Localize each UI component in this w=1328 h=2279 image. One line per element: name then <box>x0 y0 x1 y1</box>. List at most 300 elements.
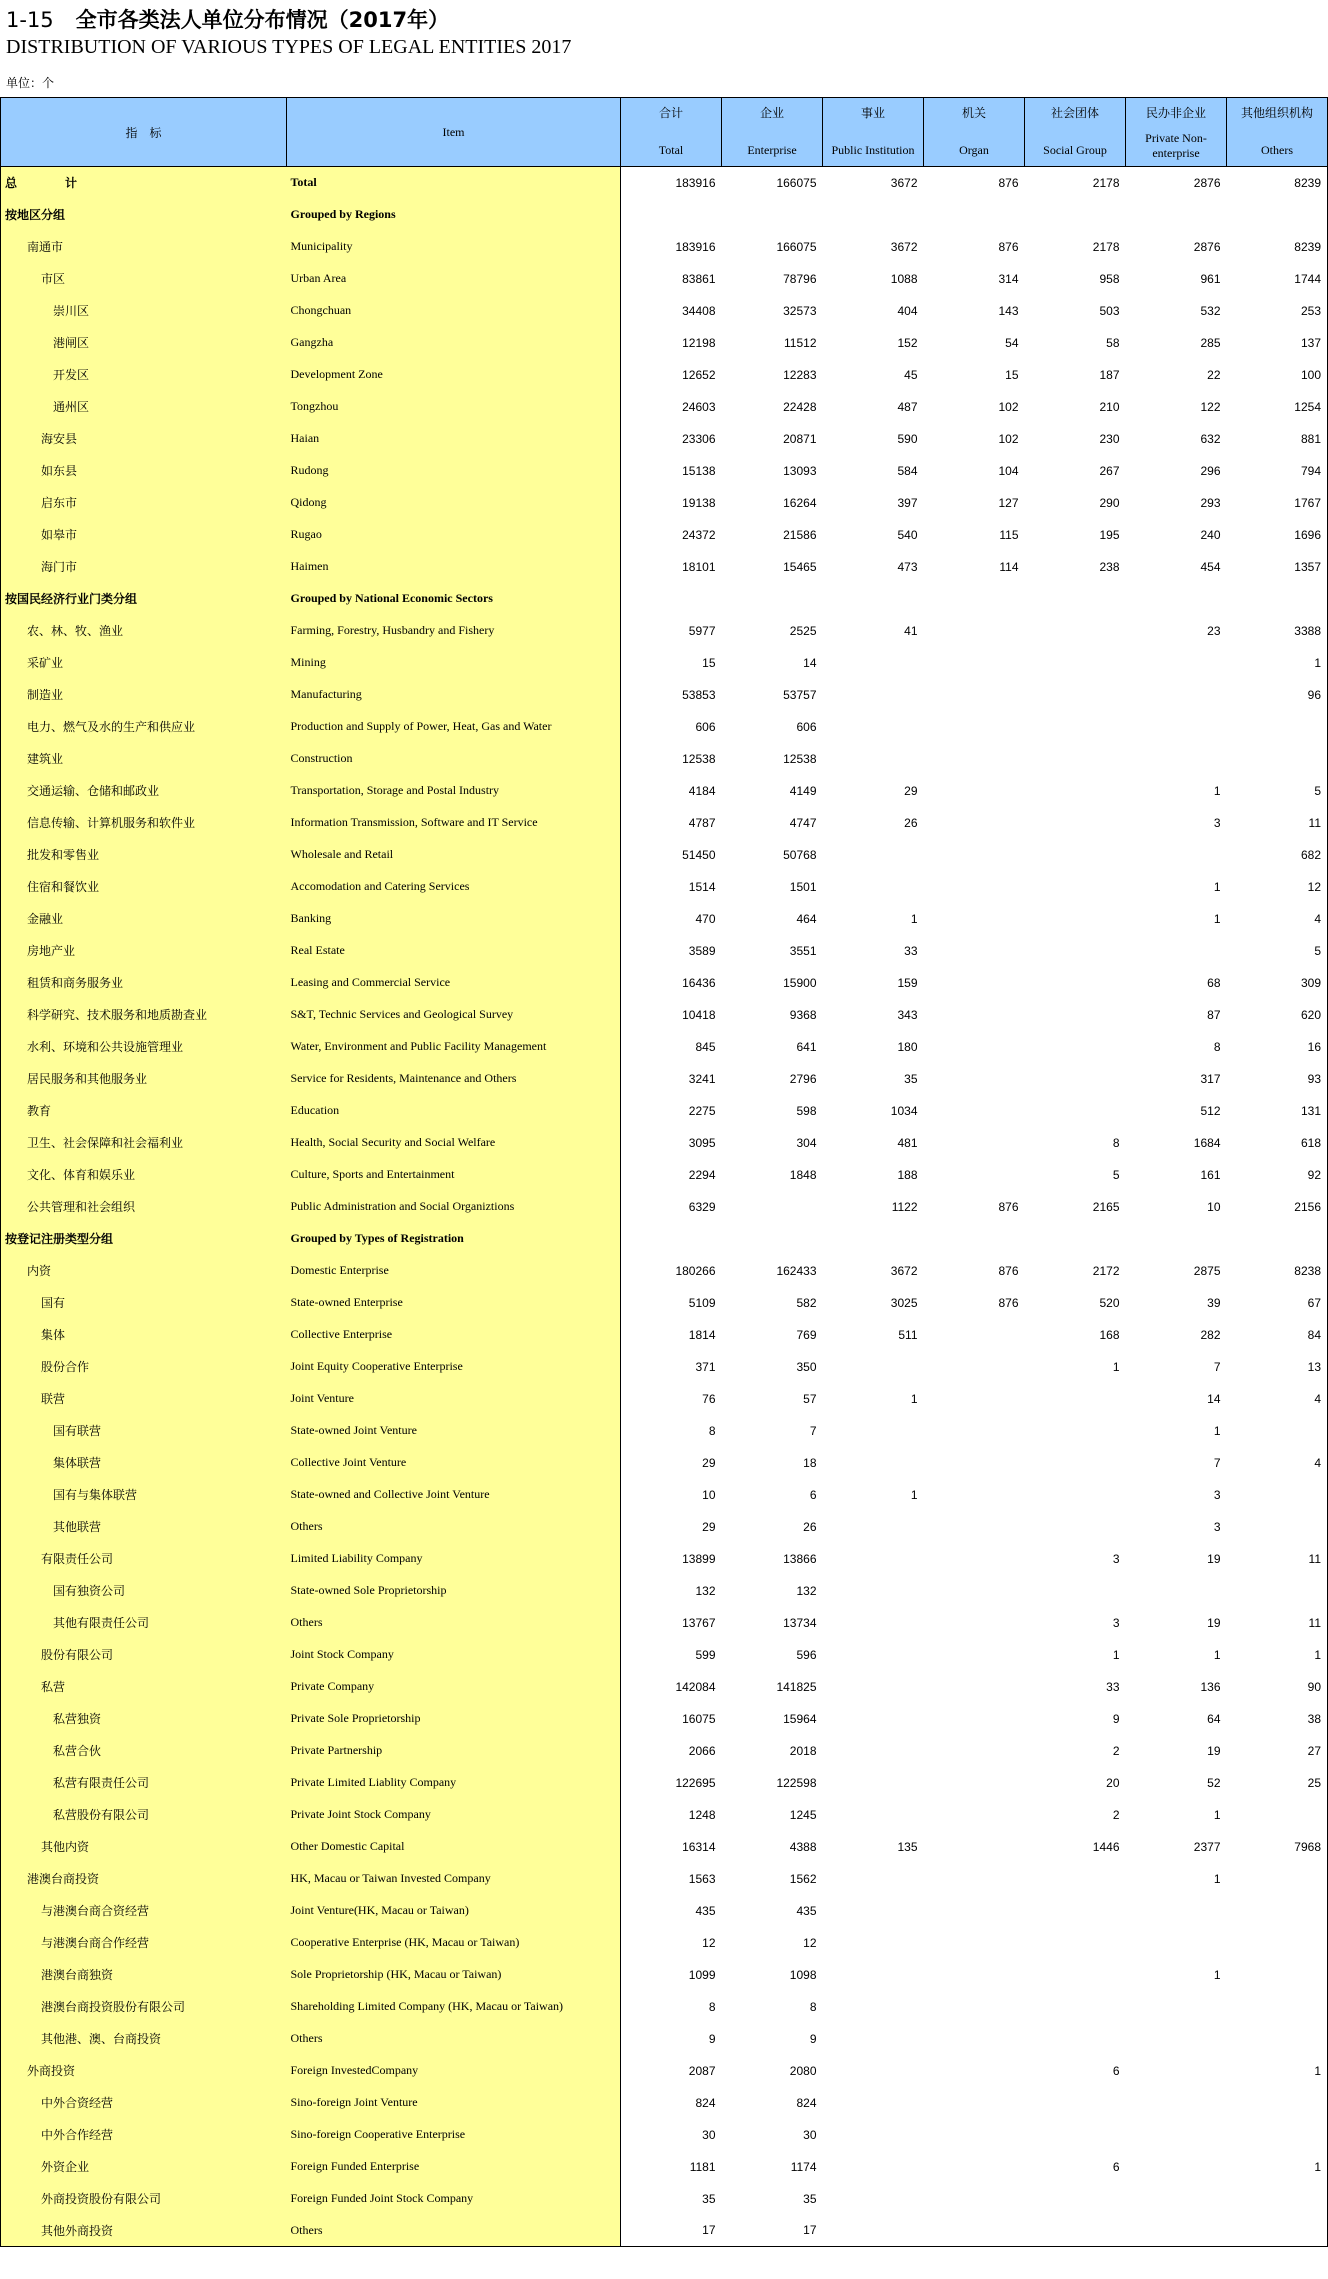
header-en: Public Institution <box>831 143 915 157</box>
row-value: 142084 <box>675 1679 716 1694</box>
table-subtitle: DISTRIBUTION OF VARIOUS TYPES OF LEGAL ENTITIES 2017 <box>6 36 572 58</box>
row-value: 641 <box>796 1039 817 1054</box>
row-value: 76 <box>702 1391 716 1406</box>
table-row <box>1 359 1328 391</box>
row-value: 30 <box>803 2127 817 2142</box>
row-value: 296 <box>1200 463 1221 478</box>
row-value <box>1126 1575 1227 1607</box>
row-value: 1514 <box>688 879 716 894</box>
row-value: 8 <box>1213 1039 1221 1054</box>
table-row <box>1 1991 1328 2023</box>
row-indicator: 如皋市 <box>1 519 287 551</box>
row-value: 161 <box>1200 1167 1221 1182</box>
table-number: 1-15 <box>6 8 54 32</box>
row-value: 29 <box>904 783 918 798</box>
row-value: 12538 <box>783 751 817 766</box>
row-value: 599 <box>695 1647 716 1662</box>
row-value <box>924 1575 1025 1607</box>
table-row <box>1 1831 1328 1863</box>
table-row <box>1 1479 1328 1511</box>
legal-entities-table <box>0 97 1328 2247</box>
row-value: 1 <box>1213 1871 1221 1886</box>
row-value <box>823 647 924 679</box>
row-value <box>1227 1863 1328 1895</box>
row-value: 824 <box>695 2095 716 2110</box>
header-en: Organ <box>959 143 989 157</box>
row-indicator: 其他内资 <box>1 1831 287 1863</box>
row-value: 1 <box>1213 1647 1221 1662</box>
row-value <box>1126 743 1227 775</box>
row-value: 2796 <box>789 1071 817 1086</box>
row-value <box>924 2151 1025 2183</box>
row-value: 18101 <box>682 559 716 574</box>
row-value: 1 <box>910 1487 918 1502</box>
row-value: 2066 <box>688 1743 716 1758</box>
row-value: 1098 <box>789 1967 817 1982</box>
row-value: 3 <box>1213 1519 1221 1534</box>
row-value: 90 <box>1227 1671 1328 1703</box>
row-value: 1562 <box>789 1871 817 1886</box>
row-value: 8239 <box>1227 167 1328 199</box>
row-value: 2275 <box>688 1103 716 1118</box>
row-item: Gangzha <box>287 327 621 359</box>
row-value <box>1227 1479 1328 1511</box>
row-value: 33 <box>904 943 918 958</box>
row-value: 8 <box>708 1999 716 2014</box>
row-value: 1088 <box>890 271 918 286</box>
row-value: 769 <box>796 1327 817 1342</box>
row-value: 487 <box>897 399 918 414</box>
row-value: 4747 <box>789 815 817 830</box>
row-value <box>924 647 1025 679</box>
row-indicator: 港闸区 <box>1 327 287 359</box>
table-title-text: 全市各类法人单位分布情况（2017年） <box>75 8 450 32</box>
row-value <box>924 839 1025 871</box>
row-value <box>924 1319 1025 1351</box>
row-value <box>823 1799 924 1831</box>
row-value: 267 <box>1099 463 1120 478</box>
row-value: 876 <box>998 175 1019 190</box>
table-title <box>6 4 449 34</box>
row-value <box>924 1447 1025 1479</box>
row-value: 8239 <box>1227 231 1328 263</box>
row-value <box>823 1863 924 1895</box>
row-indicator: 国有与集体联营 <box>1 1479 287 1511</box>
row-item: State-owned Joint Venture <box>287 1415 621 1447</box>
row-value <box>924 1735 1025 1767</box>
table-row <box>1 487 1328 519</box>
row-value: 1 <box>1112 1647 1120 1662</box>
row-value: 12 <box>702 1935 716 1950</box>
row-item: Joint Equity Cooperative Enterprise <box>287 1351 621 1383</box>
row-value <box>1025 775 1126 807</box>
table-row <box>1 1639 1328 1671</box>
row-indicator: 建筑业 <box>1 743 287 775</box>
row-value: 397 <box>897 495 918 510</box>
row-value: 824 <box>796 2095 817 2110</box>
row-value: 1 <box>910 1391 918 1406</box>
row-value: 64 <box>1207 1711 1221 1726</box>
row-value <box>1227 2215 1328 2247</box>
row-item: Others <box>287 2023 621 2055</box>
row-indicator: 住宿和餐饮业 <box>1 871 287 903</box>
row-value <box>924 999 1025 1031</box>
row-value: 12538 <box>682 751 716 766</box>
row-value: 188 <box>897 1167 918 1182</box>
row-value: 503 <box>1099 303 1120 318</box>
row-value: 29 <box>702 1455 716 1470</box>
row-item: Qidong <box>287 487 621 519</box>
row-value: 5 <box>1112 1167 1120 1182</box>
row-value <box>924 1063 1025 1095</box>
row-value <box>1126 2119 1227 2151</box>
header-col-enterprise <box>722 98 823 167</box>
row-value: 511 <box>898 1327 918 1342</box>
row-value: 1501 <box>789 879 817 894</box>
row-value: 5 <box>1227 935 1328 967</box>
row-value: 100 <box>1227 359 1328 391</box>
row-item: Domestic Enterprise <box>287 1255 621 1287</box>
row-value <box>1227 1415 1328 1447</box>
row-item: Total <box>287 167 621 199</box>
row-indicator: 中外合作经营 <box>1 2119 287 2151</box>
row-value: 1 <box>1213 1967 1221 1982</box>
row-value: 230 <box>1099 431 1120 446</box>
row-item: Others <box>287 1607 621 1639</box>
header-cn: 机关 <box>961 106 986 120</box>
row-value: 1 <box>1227 2055 1328 2087</box>
row-value: 12 <box>803 1935 817 1950</box>
row-value: 24372 <box>682 527 716 542</box>
header-cn: 事业 <box>860 106 885 120</box>
row-value: 35 <box>803 2191 817 2206</box>
row-value: 26 <box>803 1519 817 1534</box>
row-value: 3 <box>1213 1487 1221 1502</box>
row-value: 141825 <box>776 1679 817 1694</box>
row-item: Sole Proprietorship (HK, Macau or Taiwan) <box>287 1959 621 1991</box>
row-value <box>1227 1895 1328 1927</box>
row-value: 20 <box>1106 1775 1120 1790</box>
row-item: Transportation, Storage and Postal Industry <box>287 775 621 807</box>
table-row <box>1 1607 1328 1639</box>
row-value <box>1025 1575 1126 1607</box>
row-value: 876 <box>998 1199 1019 1214</box>
row-value: 166075 <box>776 175 817 190</box>
row-value: 4184 <box>688 783 716 798</box>
row-value: 13 <box>1227 1351 1328 1383</box>
row-value: 143 <box>998 303 1019 318</box>
row-value <box>1025 1479 1126 1511</box>
row-value: 15 <box>702 655 716 670</box>
row-value <box>924 1895 1025 1927</box>
row-value <box>1126 2151 1227 2183</box>
row-value: 87 <box>1207 1007 1221 1022</box>
row-indicator: 私营有限责任公司 <box>1 1767 287 1799</box>
row-value: 67 <box>1227 1287 1328 1319</box>
row-value: 1034 <box>890 1103 918 1118</box>
row-value <box>1126 2215 1227 2247</box>
unit-label: 单位：个 <box>6 76 55 90</box>
row-value <box>1227 2183 1328 2215</box>
row-value: 1254 <box>1227 391 1328 423</box>
row-value: 876 <box>998 1295 1019 1310</box>
row-value: 1744 <box>1227 263 1328 295</box>
row-value <box>823 199 924 231</box>
row-value: 168 <box>1099 1327 1120 1342</box>
row-value <box>924 775 1025 807</box>
row-value <box>924 2183 1025 2215</box>
row-value <box>924 1223 1025 1255</box>
row-value: 350 <box>796 1359 817 1374</box>
row-value <box>1025 1095 1126 1127</box>
table-row <box>1 551 1328 583</box>
table-row <box>1 807 1328 839</box>
row-value <box>1025 1895 1126 1927</box>
row-value <box>1126 2087 1227 2119</box>
row-value <box>924 807 1025 839</box>
row-value: 435 <box>695 1903 716 1918</box>
row-value: 1 <box>1227 2151 1328 2183</box>
row-value: 881 <box>1227 423 1328 455</box>
row-value: 3025 <box>890 1295 918 1310</box>
row-value <box>924 615 1025 647</box>
row-value <box>1025 1415 1126 1447</box>
row-value: 4149 <box>789 783 817 798</box>
row-value <box>1025 711 1126 743</box>
row-value <box>823 2183 924 2215</box>
table-row <box>1 1095 1328 1127</box>
row-value: 102 <box>998 431 1019 446</box>
header-en: Enterprise <box>747 143 797 157</box>
row-value <box>924 2023 1025 2055</box>
row-value: 2876 <box>1193 239 1221 254</box>
row-indicator: 卫生、社会保障和社会福利业 <box>1 1127 287 1159</box>
row-value: 1684 <box>1193 1135 1221 1150</box>
row-value: 54 <box>1005 335 1019 350</box>
row-value: 3589 <box>688 943 716 958</box>
row-value <box>1025 615 1126 647</box>
row-item: Private Limited Liablity Company <box>287 1767 621 1799</box>
row-value: 1 <box>1213 1423 1221 1438</box>
row-indicator: 启东市 <box>1 487 287 519</box>
row-value: 290 <box>1099 495 1120 510</box>
row-value: 4 <box>1227 903 1328 935</box>
row-value: 1446 <box>1092 1839 1120 1854</box>
header-cn: 其他组织机构 <box>1240 106 1313 120</box>
row-value <box>823 2119 924 2151</box>
row-value <box>621 199 722 231</box>
row-indicator: 按登记注册类型分组 <box>1 1223 287 1255</box>
row-value <box>1126 1895 1227 1927</box>
row-value: 104 <box>998 463 1019 478</box>
row-value: 1357 <box>1227 551 1328 583</box>
row-value <box>924 1479 1025 1511</box>
row-value <box>1126 2055 1227 2087</box>
row-indicator: 集体 <box>1 1319 287 1351</box>
row-value: 618 <box>1227 1127 1328 1159</box>
row-value: 25 <box>1227 1767 1328 1799</box>
row-value <box>621 583 722 615</box>
row-value <box>823 2151 924 2183</box>
row-value: 41 <box>904 623 918 638</box>
row-item: Education <box>287 1095 621 1127</box>
row-value: 584 <box>897 463 918 478</box>
row-value: 24603 <box>682 399 716 414</box>
row-value: 122 <box>1200 399 1221 414</box>
row-value: 343 <box>897 1007 918 1022</box>
row-value: 404 <box>897 303 918 318</box>
row-indicator: 股份合作 <box>1 1351 287 1383</box>
row-value <box>924 1351 1025 1383</box>
row-value: 122598 <box>776 1775 817 1790</box>
row-value: 9 <box>708 2031 716 2046</box>
row-value: 14 <box>1207 1391 1221 1406</box>
table-row <box>1 1959 1328 1991</box>
header-col-private-non-enterprise <box>1126 98 1227 167</box>
row-value <box>924 1863 1025 1895</box>
row-value <box>1025 743 1126 775</box>
row-value <box>722 1191 823 1223</box>
row-value <box>924 1927 1025 1959</box>
table-row <box>1 1735 1328 1767</box>
row-value <box>1126 839 1227 871</box>
row-value: 2178 <box>1092 175 1120 190</box>
row-item: Production and Supply of Power, Heat, Gas and Water <box>287 711 621 743</box>
row-indicator: 农、林、牧、渔业 <box>1 615 287 647</box>
row-value <box>1025 1223 1126 1255</box>
row-item: Tongzhou <box>287 391 621 423</box>
row-value: 11512 <box>784 335 817 350</box>
row-value: 93 <box>1227 1063 1328 1095</box>
row-value <box>1126 1991 1227 2023</box>
row-value: 35 <box>904 1071 918 1086</box>
row-indicator: 联营 <box>1 1383 287 1415</box>
row-value <box>924 1959 1025 1991</box>
row-value: 2172 <box>1092 1263 1120 1278</box>
row-value <box>1025 2087 1126 2119</box>
row-value: 3 <box>1112 1551 1120 1566</box>
row-value: 520 <box>1099 1295 1120 1310</box>
row-indicator: 水利、环境和公共设施管理业 <box>1 1031 287 1063</box>
row-value: 1 <box>1213 1807 1221 1822</box>
row-value: 16314 <box>682 1839 716 1854</box>
row-value: 2087 <box>688 2063 716 2078</box>
row-value: 39 <box>1207 1295 1221 1310</box>
row-value <box>924 1991 1025 2023</box>
row-value: 180 <box>897 1039 918 1054</box>
row-value <box>722 583 823 615</box>
row-indicator: 总 计 <box>1 167 287 199</box>
row-indicator: 通州区 <box>1 391 287 423</box>
row-value: 2875 <box>1193 1263 1221 1278</box>
row-value <box>924 2055 1025 2087</box>
row-value: 253 <box>1227 295 1328 327</box>
row-indicator: 教育 <box>1 1095 287 1127</box>
row-value <box>924 679 1025 711</box>
header-cn: 企业 <box>759 106 784 120</box>
row-value: 132 <box>695 1583 716 1598</box>
row-value: 16436 <box>682 975 716 990</box>
table-row <box>1 2023 1328 2055</box>
row-value <box>1227 1575 1328 1607</box>
row-indicator: 外资企业 <box>1 2151 287 2183</box>
table-row <box>1 647 1328 679</box>
row-value <box>1227 2087 1328 2119</box>
table-row <box>1 2119 1328 2151</box>
row-item: Private Partnership <box>287 1735 621 1767</box>
row-value: 152 <box>897 335 918 350</box>
header-cn: 合计 <box>658 106 683 120</box>
row-value: 13767 <box>682 1615 716 1630</box>
row-value <box>823 1767 924 1799</box>
table-row <box>1 967 1328 999</box>
row-value: 10418 <box>682 1007 716 1022</box>
row-item: Haimen <box>287 551 621 583</box>
row-item: Grouped by Types of Registration <box>287 1223 621 1255</box>
row-value: 1248 <box>688 1807 716 1822</box>
row-value: 2165 <box>1092 1199 1120 1214</box>
row-value <box>1025 1511 1126 1543</box>
row-value <box>823 1223 924 1255</box>
row-value: 38 <box>1227 1703 1328 1735</box>
row-value: 22428 <box>783 399 817 414</box>
table-row <box>1 871 1328 903</box>
row-item: State-owned Sole Proprietorship <box>287 1575 621 1607</box>
row-value: 540 <box>897 527 918 542</box>
row-value: 15900 <box>783 975 817 990</box>
row-indicator: 港澳台商投资 <box>1 1863 287 1895</box>
row-value: 3241 <box>688 1071 716 1086</box>
row-value: 12652 <box>682 367 716 382</box>
row-value: 435 <box>796 1903 817 1918</box>
row-item: Service for Residents, Maintenance and Others <box>287 1063 621 1095</box>
row-value: 2080 <box>789 2063 817 2078</box>
row-value: 16 <box>1227 1031 1328 1063</box>
row-indicator: 采矿业 <box>1 647 287 679</box>
table-row <box>1 2215 1328 2247</box>
row-value: 845 <box>695 1039 716 1054</box>
row-indicator: 私营独资 <box>1 1703 287 1735</box>
table-row <box>1 775 1328 807</box>
row-indicator: 集体联营 <box>1 1447 287 1479</box>
row-item: Private Joint Stock Company <box>287 1799 621 1831</box>
row-indicator: 信息传输、计算机服务和软件业 <box>1 807 287 839</box>
row-value: 1099 <box>688 1967 716 1982</box>
row-value <box>823 1607 924 1639</box>
row-value: 22 <box>1207 367 1221 382</box>
header-col-social-group <box>1025 98 1126 167</box>
row-value: 14 <box>803 655 817 670</box>
row-value: 473 <box>897 559 918 574</box>
row-item: Joint Venture <box>287 1383 621 1415</box>
row-value: 26 <box>904 815 918 830</box>
row-value: 590 <box>897 431 918 446</box>
row-value: 84 <box>1227 1319 1328 1351</box>
row-value: 58 <box>1106 335 1120 350</box>
row-value: 19 <box>1207 1615 1221 1630</box>
row-value <box>1025 1383 1126 1415</box>
table-row <box>1 1319 1328 1351</box>
row-value: 33 <box>1106 1679 1120 1694</box>
row-item: Private Sole Proprietorship <box>287 1703 621 1735</box>
row-value <box>924 1639 1025 1671</box>
row-value: 162433 <box>776 1263 817 1278</box>
row-value <box>1126 1223 1227 1255</box>
row-value: 1 <box>1227 647 1328 679</box>
row-item: Construction <box>287 743 621 775</box>
row-item: Chongchuan <box>287 295 621 327</box>
header-cn: 民办非企业 <box>1145 106 1206 120</box>
